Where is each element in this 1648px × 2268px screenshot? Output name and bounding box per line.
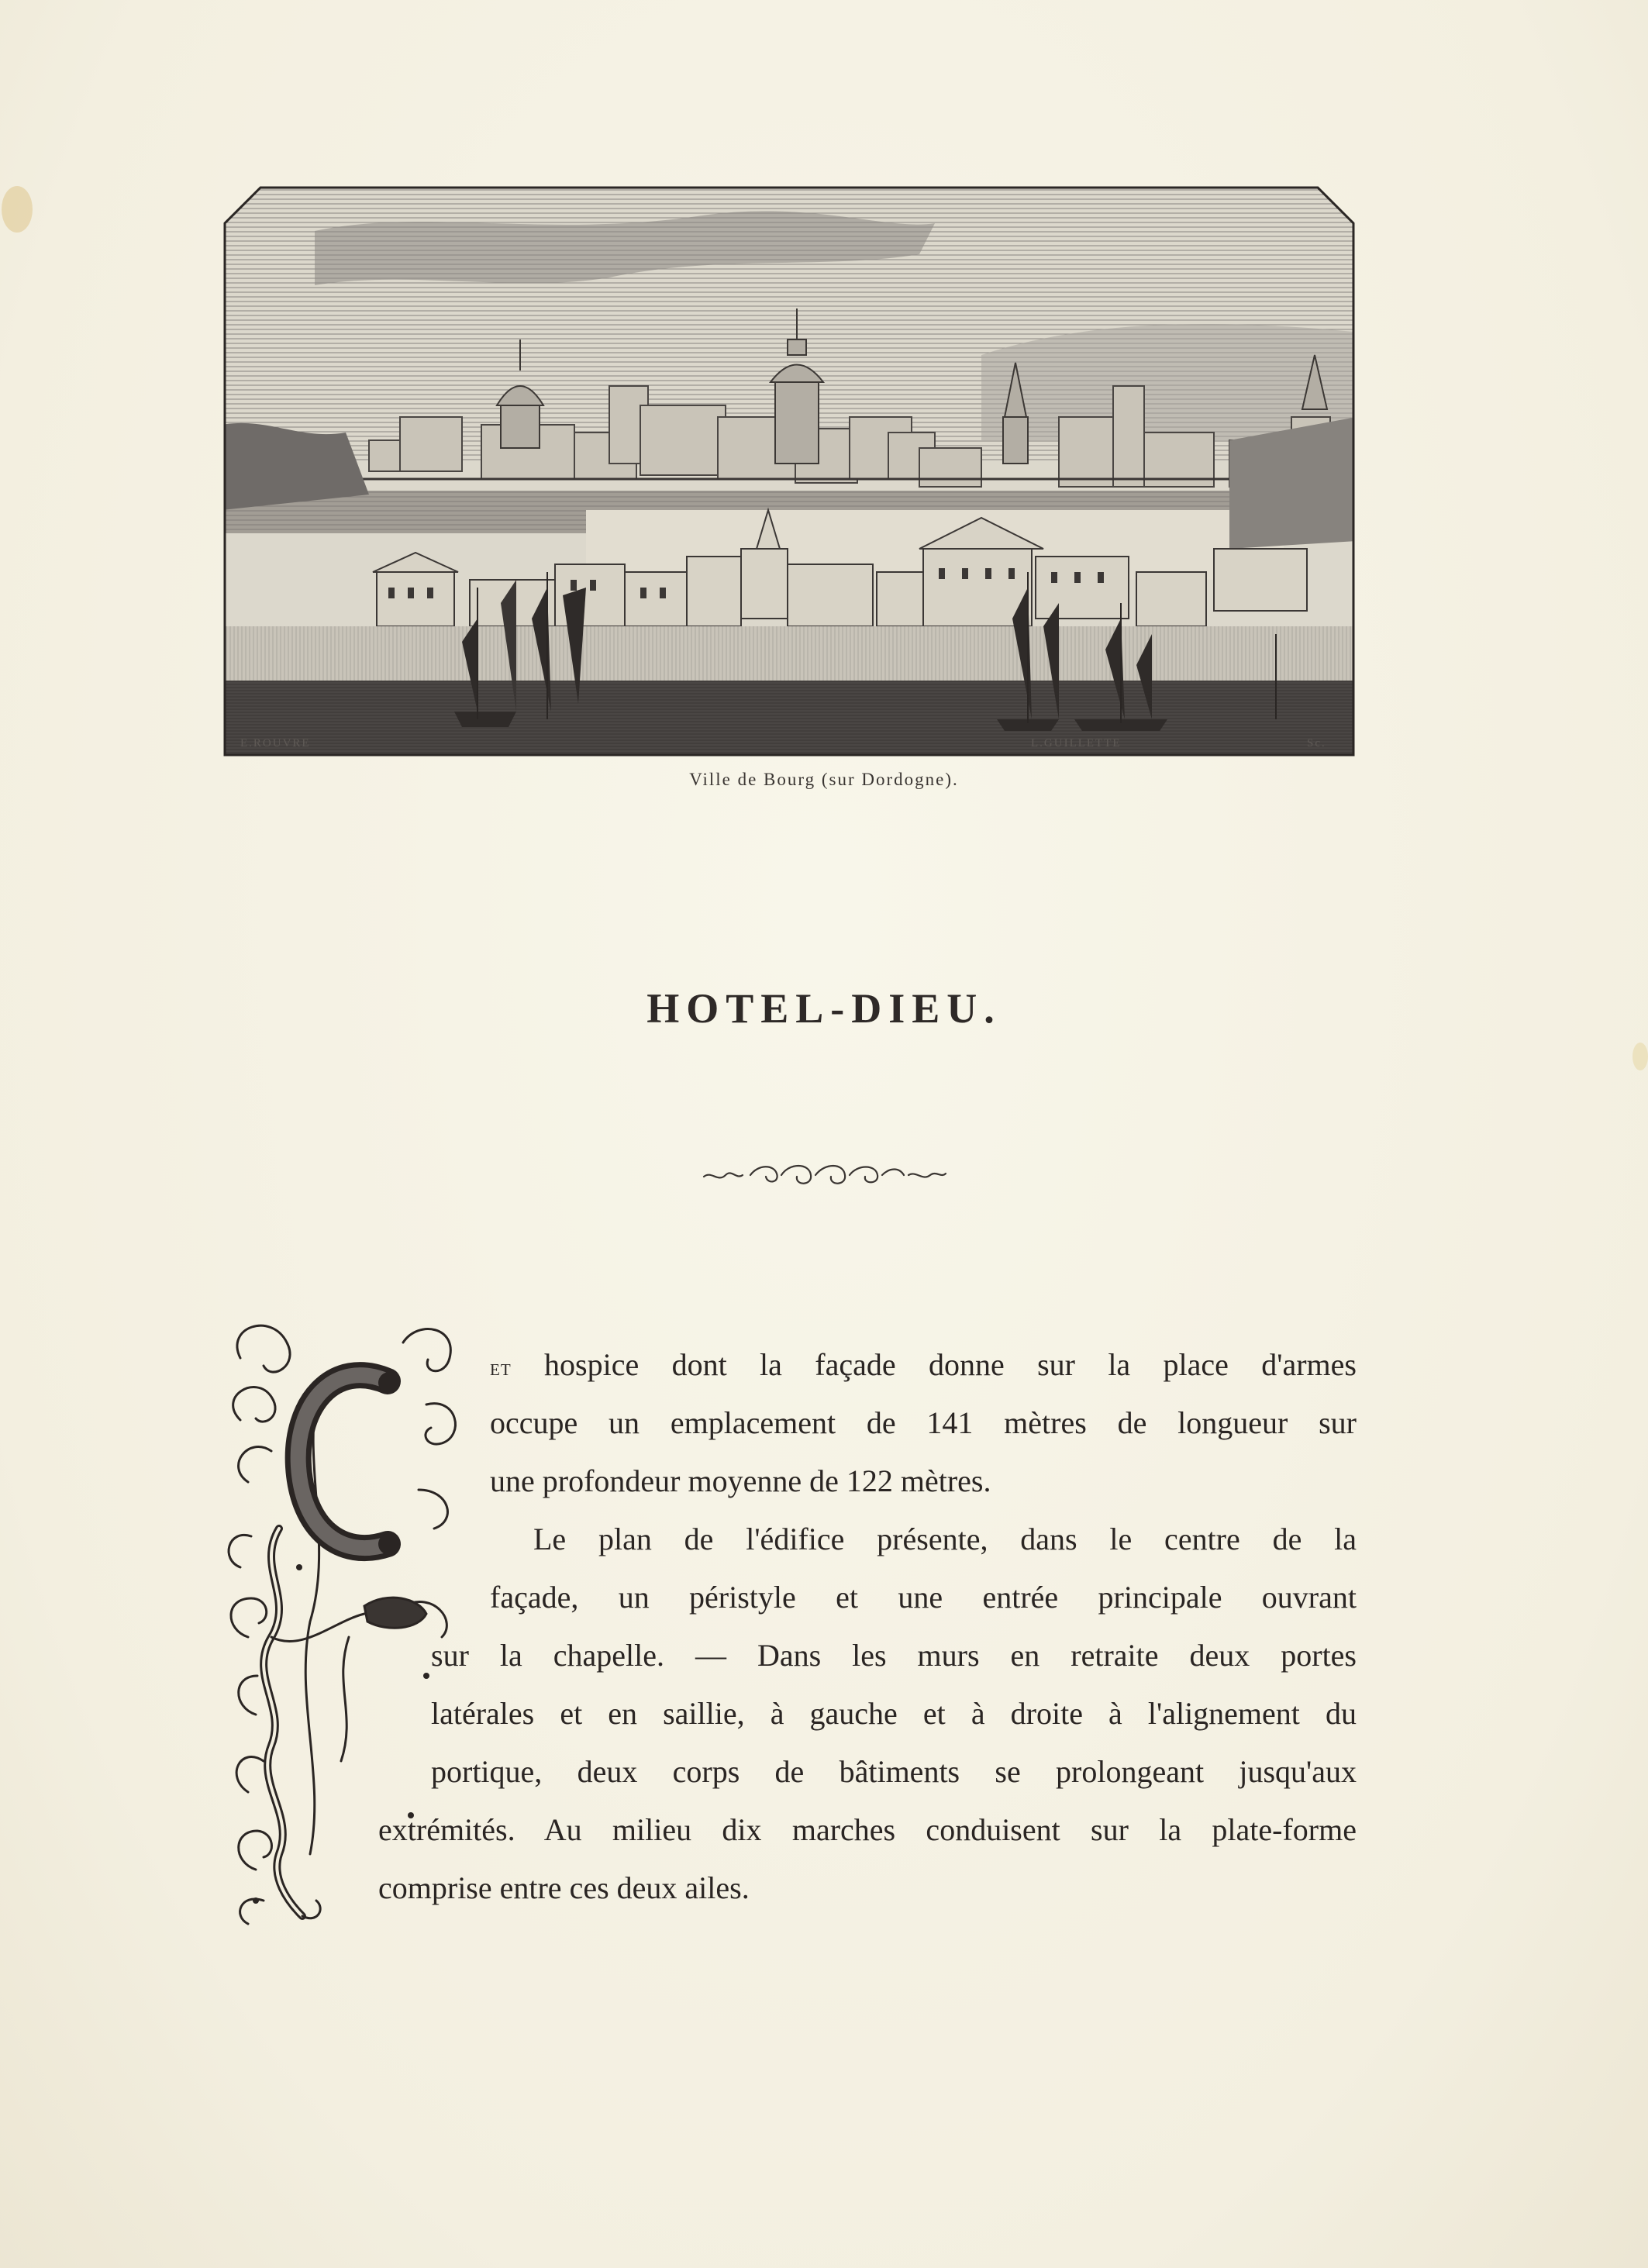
text-line: façade, un péristyle et une entrée principale ouvrant [490,1580,1357,1615]
engraving-illustration [222,184,1357,758]
text-line: et hospice dont la façade donne sur la place d'armes [490,1347,1357,1382]
text-line: une profondeur moyenne de 122 mètres. [490,1463,991,1498]
chapter-title: HOTEL-DIEU. [646,985,1002,1032]
text-line: sur la chapelle. — Dans les murs en retraite deux portes [431,1638,1357,1673]
text-line: latérales et en saillie, à gauche et à droite à l'alignement du [431,1696,1357,1731]
paper-stain [2,186,33,233]
scroll-ornament-icon [696,1160,952,1191]
engraver-signature-left: E.ROUVRE [240,737,311,750]
text-line: portique, deux corps de bâtiments se prolongeant jusqu'aux [431,1754,1357,1789]
engraver-signature-far-right: Sc. [1307,737,1326,750]
figure-caption: Ville de Bourg (sur Dordogne). [689,770,959,789]
first-word-smallcaps: et [490,1355,512,1380]
text-line: comprise entre ces deux ailes. [378,1870,750,1905]
paper-stain [1632,1043,1648,1070]
engraver-signature-right: L.GUILLETTE [1031,737,1122,750]
text-line: extrémités. Au milieu dix marches conduisent sur la plate-forme [378,1812,1357,1847]
text-line: occupe un emplacement de 141 mètres de longueur sur [490,1405,1357,1440]
text-line: Le plan de l'édifice présente, dans le centre de la [533,1522,1357,1556]
